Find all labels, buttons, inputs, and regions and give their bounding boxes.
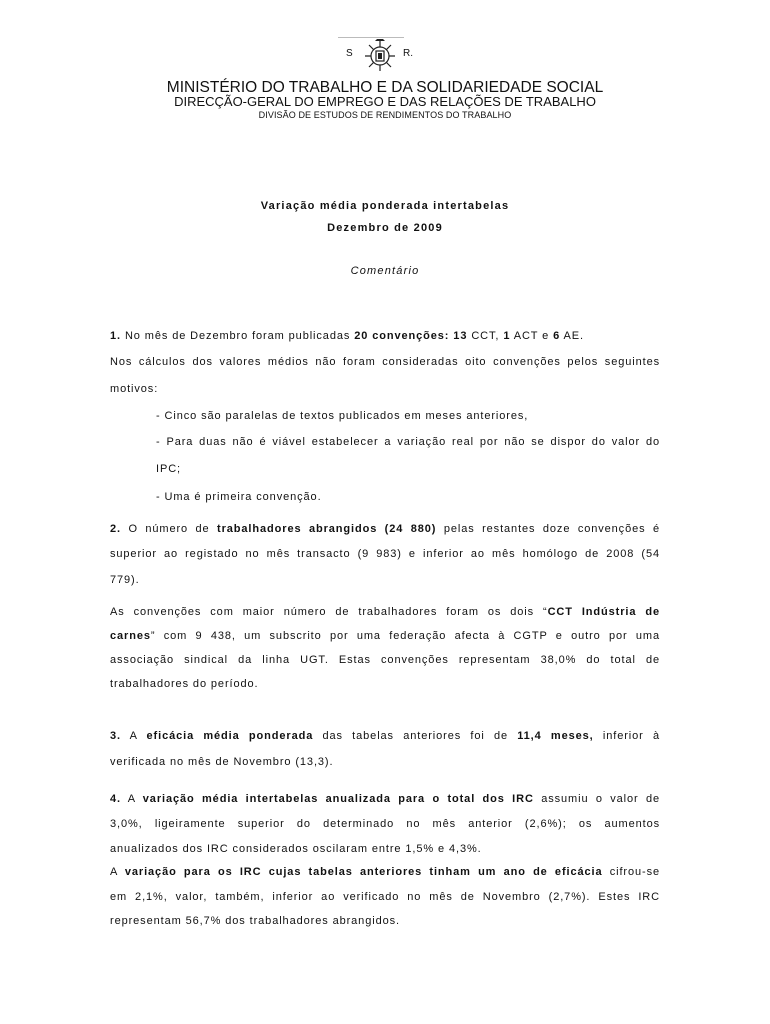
p2-bold-s2b: CCT Indústria de [547, 606, 661, 618]
p4-line-4 [110, 866, 660, 878]
p2-text-a: O número de [120, 523, 218, 535]
p2-line-2: superior ao registado no mês transacto (9 983) e inferior ao mês homólogo de 2008 (54 [110, 548, 660, 560]
p1-line-2: Nos cálculos dos valores médios não foram consideradas oito convenções pelos seguintes [110, 356, 660, 368]
p3-bold-d: 11,4 meses, [517, 730, 594, 742]
crest-letter-left: S [346, 48, 353, 59]
p4-line-5: em 2,1%, valor, também, inferior ao verificado no mês de Novembro (2,7%). Estes IRC [110, 891, 660, 903]
p1-bullet-2b: IPC; [156, 463, 181, 475]
coat-of-arms [346, 38, 446, 76]
p1-text-g: AE. [560, 330, 584, 342]
p1-bold-b: 20 convenções: 13 [354, 330, 468, 342]
p4-bold-s2b: variação para os IRC cujas tabelas anteriores tinham um ano de eficácia [124, 866, 603, 878]
p1-bullet-3: - Uma é primeira convenção. [156, 491, 322, 503]
p4-text-s2a: A [110, 866, 125, 878]
p4-text-c: assumiu o valor de [533, 793, 661, 805]
p2-number: 2. [110, 523, 121, 535]
p3-text-a: A [120, 730, 147, 742]
p3-line-1 [110, 730, 660, 742]
document-title: Variação média ponderada intertabelas [260, 200, 510, 212]
p1-text-a: No mês de Dezembro foram publicadas [120, 330, 355, 342]
p4-line-3: anualizados dos IRC considerados oscilaram entre 1,5% e 4,3%. [110, 843, 482, 855]
document-date: Dezembro de 2009 [327, 222, 443, 234]
p2-line-4 [110, 606, 660, 618]
p3-bold-b: eficácia média ponderada [146, 730, 314, 742]
p4-number: 4. [110, 793, 121, 805]
division-name: DIVISÃO DE ESTUDOS DE RENDIMENTOS DO TRABALHO [258, 110, 512, 120]
p1-number: 1. [110, 330, 121, 342]
p2-text-s2a: As convenções com maior número de trabalhadores foram os dois “ [110, 606, 548, 618]
p1-text-e: ACT e [510, 330, 554, 342]
p4-line-1 [110, 793, 660, 805]
p1-line-3: motivos: [110, 383, 159, 395]
p2-line-3: 779). [110, 574, 140, 586]
p1-bold-f: 6 [553, 330, 561, 342]
directorate-name: DIRECÇÃO-GERAL DO EMPREGO E DAS RELAÇÕES DE TRABALHO [174, 94, 596, 109]
p2-bold-b: trabalhadores abrangidos (24 880) [217, 523, 437, 535]
p1-text-c: CCT, [467, 330, 504, 342]
p1-bullet-1: - Cinco são paralelas de textos publicados em meses anteriores, [156, 410, 529, 422]
p4-text-a: A [120, 793, 143, 805]
p2-line-6: associação sindical da linha UGT. Estas convenções representam 38,0% do total de [110, 654, 660, 666]
p4-bold-b: variação média intertabelas anualizada para o total dos IRC [142, 793, 534, 805]
coat-of-arms-icon [362, 38, 398, 74]
p3-number: 3. [110, 730, 121, 742]
ministry-name: MINISTÉRIO DO TRABALHO E DA SOLIDARIEDADE SOCIAL [166, 79, 604, 96]
p3-text-e: inferior à [593, 730, 660, 742]
p3-line-2: verificada no mês de Novembro (13,3). [110, 756, 334, 768]
p4-line-6: representam 56,7% dos trabalhadores abrangidos. [110, 915, 400, 927]
p4-line-2: 3,0%, ligeiramente superior do determinado no mês anterior (2,6%); os aumentos [110, 818, 660, 830]
p2-text-c: pelas restantes doze convenções é [436, 523, 661, 535]
crest-letter-right: R. [403, 48, 413, 59]
p1-line-1 [110, 330, 660, 342]
p4-text-s2c: cifrou-se [602, 866, 660, 878]
document-subtitle: Comentário [350, 265, 420, 277]
p2-line-1 [110, 523, 660, 535]
p1-bullet-2a: - Para duas não é viável estabelecer a variação real por não se dispor do valor do [156, 436, 660, 448]
p2-line-5 [110, 630, 660, 642]
p2-line-7: trabalhadores do período. [110, 678, 259, 690]
p2-text-s2d: ” com 9 438, um subscrito por uma federação afecta à CGTP e outro por uma [150, 630, 660, 642]
p1-bold-d: 1 [503, 330, 511, 342]
p2-bold-s2c: carnes [110, 630, 151, 642]
p3-text-c: das tabelas anteriores foi de [313, 730, 518, 742]
